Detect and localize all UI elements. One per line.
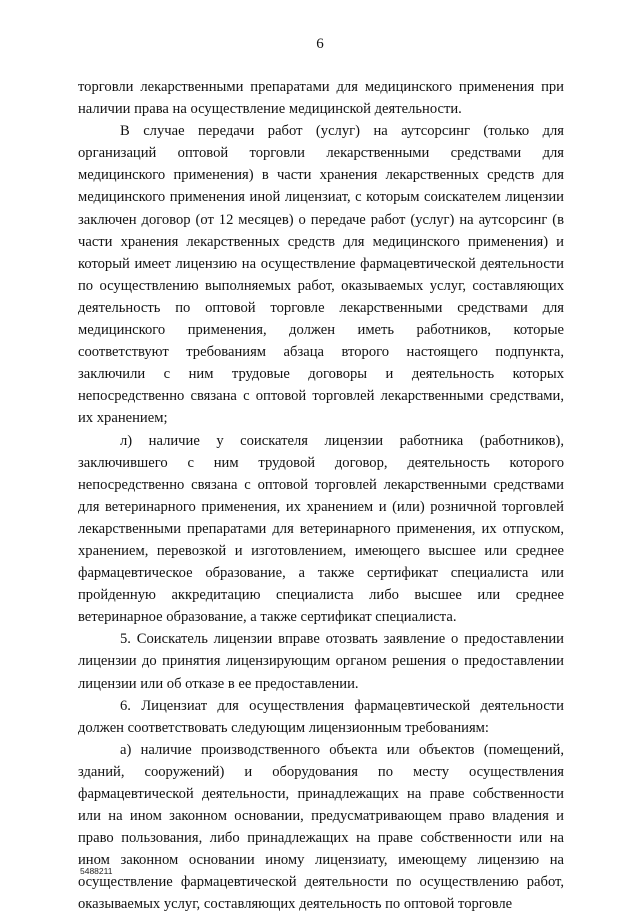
paragraph-item-5: 5. Соискатель лицензии вправе отозвать заявление о предоставлении лицензии до принятия лицензирующим органом решения о предоставлении лицензии или об отказе в ее предоставлении. — [78, 631, 564, 692]
paragraph-outsourcing: В случае передачи работ (услуг) на аутсорсинг (только для организаций оптовой торговли лекарственными средствами для медицинского применения) в части хранения лекарственных средств для медицинского применения иной лицензиат, с которым соискателем лицензии заключен договор (от 12 месяцев) о передаче работ (услуг) на аутсорсинг (в части хранения лекарственных средств для медицинского применения) и который имеет лицензию на осуществление фармацевтической деятельности по осуществлению выполняемых работ, оказываемых услуг, составляющих деятельность по оптовой торговле лекарственными средствами для медицинского применения, должен иметь работников, которые соответствуют требованиям абзаца второго настоящего подпункта, заключили с ним трудовые договоры и деятельность которых непосредственно связана с оптовой торговлей лекарственными средствами, их хранением; — [78, 123, 564, 427]
page-number: 6 — [316, 36, 324, 52]
document-body — [78, 76, 564, 916]
paragraph-item-6: 6. Лицензиат для осуществления фармацевтической деятельности должен соответствовать следующим лицензионным требованиям: — [78, 697, 564, 736]
paragraph-subitem-l: л) наличие у соискателя лицензии работника (работников), заключившего с ним трудовой договор, деятельность которого непосредственно связана с оптовой торговлей лекарственными средствами для ветеринарного применения, их хранением и (или) розничной торговлей лекарственными препаратами для ветеринарного применения, их отпуском, хранением, перевозкой и изготовлением, имеющего высшее или среднее фармацевтическое образование, а также сертификат специалиста или пройденную аккредитацию специалиста либо высшее или среднее ветеринарное образование, а также сертификат специалиста. — [78, 432, 564, 626]
paragraph-subitem-a: а) наличие производственного объекта или объектов (помещений, зданий, сооружений) и оборудования по месту осуществления фармацевтической деятельности, принадлежащих на праве собственности или на ином законном основании, предусматривающем право владения и право пользования, либо принадлежащих на праве собственности или на ином законном основании иному лицензиату, имеющему лицензию на осуществление фармацевтической деятельности по осуществлению работ, оказываемых услуг, составляющих деятельность по оптовой торговле — [78, 741, 564, 913]
paragraph-continuation: торговли лекарственными препаратами для медицинского применения при наличии права на осуществление медицинской деятельности. — [78, 79, 564, 118]
document-code: 5488211 — [80, 866, 113, 876]
